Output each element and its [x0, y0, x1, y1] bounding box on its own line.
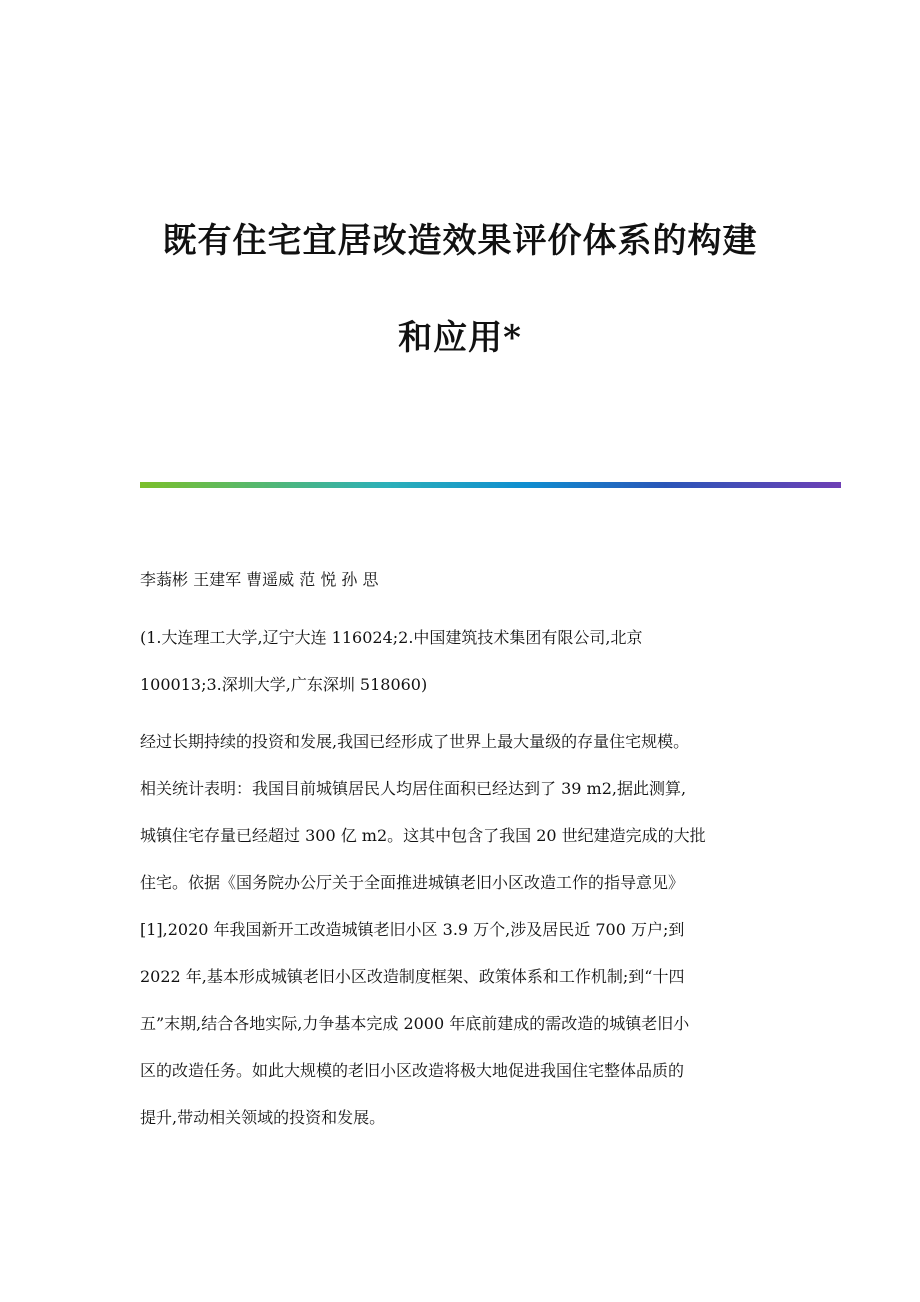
affiliation-line-2: 100013;3.深圳大学,广东深圳 518060)	[140, 675, 428, 694]
author-list: 李蓊彬 王建军 曹遥威 范 悦 孙 思	[140, 570, 379, 589]
body-text-line: 经过长期持续的投资和发展,我国已经形成了世界上最大量级的存量住宅规模。	[140, 732, 690, 751]
body-text-line: 相关统计表明：我国目前城镇居民人均居住面积已经达到了 39 m2,据此测算,	[140, 779, 687, 798]
body-text-line: 2022 年,基本形成城镇老旧小区改造制度框架、政策体系和工作机制;到“十四	[140, 967, 685, 986]
body-text-line: 区的改造任务。如此大规模的老旧小区改造将极大地促进我国住宅整体品质的	[140, 1061, 685, 1080]
body-text-line: [1],2020 年我国新开工改造城镇老旧小区 3.9 万个,涉及居民近 700 万户;到	[140, 920, 685, 939]
body-text-line: 住宅。依据《国务院办公厅关于全面推进城镇老旧小区改造工作的指导意见》	[140, 873, 685, 892]
body-text-line: 五”末期,结合各地实际,力争基本完成 2000 年底前建成的需改造的城镇老旧小	[140, 1014, 690, 1033]
affiliation-line-1: (1.大连理工大学,辽宁大连 116024;2.中国建筑技术集团有限公司,北京	[140, 628, 643, 647]
body-text-line: 城镇住宅存量已经超过 300 亿 m2。这其中包含了我国 20 世纪建造完成的大批	[140, 826, 706, 845]
paper-title-line-1: 既有住宅宜居改造效果评价体系的构建	[162, 221, 758, 261]
title-divider	[140, 482, 841, 488]
body-text-line: 提升,带动相关领域的投资和发展。	[140, 1108, 386, 1127]
paper-title-line-2: 和应用*	[398, 318, 522, 358]
